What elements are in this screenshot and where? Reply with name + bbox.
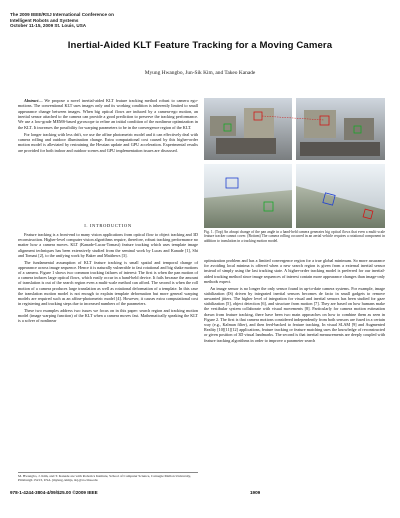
paragraph: optimization problem and has a limited convergence region for a true global minimum. So more assurance for avoiding local minima is offered when a new search region is given from a external inertial sensor instead of simply using the last tracking state. A higher-order tracking model is preferred for our inertial-aided tracking method since image sequences of interest contain more appearance changes than image-only methods expect. [204,258,385,284]
section-heading: I. INTRODUCTION [84,223,132,228]
abstract [18,98,198,154]
abstract-text-2: For longer tracking with less drift, we use the affine photometric model and it can effectively deal with camera rolling and outdoor illumination change. Extra computational cost caused by this higher-order motion model is alleviated by restraining the Hessian update and GPU acceleration. Experimental results are provided for both indoor and outdoor scenes and GPU implementation issues are discussed. [18,131,198,153]
conference-line-3: October 11-15, 2009 St. Louis, USA [10,23,87,29]
conference-line-1: The 2009 IEEE/RSJ International Conference on [10,12,114,17]
right-column-body [204,258,385,344]
figure-1 [204,98,385,230]
left-column-body [18,232,198,325]
paper-title: Inertial-Aided KLT Feature Tracking for a Moving Camera [67,40,333,51]
isbn-line: 978-1-4244-3804-4/09/$25.00 ©2009 IEEE [10,490,98,495]
conference-header [10,12,200,29]
conference-line-2: Intelligent Robots and Systems [10,17,79,23]
page-number: 1909 [250,490,261,495]
paragraph: The fundamental assumption of KLT feature tracking is small spatial and temporal change of appearance across image sequence. Hence it is naturally vulnerable to fast rotational and big shake motions of a camera. Figure 1 shows two common tracking failures of interest: The first is when the pan motion of a camera induces large optical flows, which easily occur in a hand-held device. It fails because the amount of translation is out of the search region even a multi-scale method can afford. The second is when the roll motion of a camera produces large translation as well as rotational deformation of a template. In this case the translation motion model is not enough to explain template deformation but more general warping models are required such as an affine-photometric model [4]. However, it causes extra computational cost in registering and tracking steps due to increased numbers of the parameters. [18,259,198,307]
abstract-text: — We propose a novel inertial-aided KLT feature tracking method robust to camera ego-motions. The conventional KLT uses images only and its working condition is inherently limited to small appearance change between images. When big optical flows are induced by a camera-ego motion, an inertial sensor attached to the camera can provide a good prediction to preserve the tracking performance. We use a low-grade MEMS-based gyroscope to refine an initial condition of the nonlinear optimization in the KLT. It increases the possibility for warping parameters to be in the convergence region of the KLT. [18,98,198,130]
page-footer [10,490,390,495]
footnote: M. Hwangbo, J. Kim, and T. Kanade are with Robotics Institute, School of Computer Science, Carnegie Mellon University, Pittsburgh 15213, USA {myung, kimjs, tk}@cs.cmu.edu [18,472,198,483]
author-list: Myung Hwangbo, Jun-Sik Kim, and Takeo Kanade [144,70,256,76]
paragraph: These two examples address two issues we focus on in this paper: search region and tracking motion model (image warping function) of the KLT when a camera moves fast. Mathematically speaking the KLT is a solver of nonlinear [18,307,198,324]
paragraph: Feature tracking is a front-end to many vision applications from optical flow to object tracking and 3D reconstruction. Higher-level computer vision algorithms require, therefore, robust tracking performance no matter how a camera moves. KLT (Kanade-Lucas-Tomasi) feature tracking which uses template image alignment techniques has been extensively studied from the seminal work by Lucas and Kanade [1], Shi and Tomasi [2], to the unifying work by Baker and Matthews [3]. [18,232,198,258]
abstract-label: Abstract [24,98,39,103]
figure-caption: Fig. 1. (Top) An abrupt change of the pan angle in a hand-held camera generates big optical flows that even a multi-scale feature tracker cannot cover. (Bottom) The camera rolling occurred in an aerial vehicle requires a rotational component in addition to translation in a tracking motion model. [204,230,385,243]
paragraph: An image sensor is no longer the only sensor found in up-to-date camera systems. For example, image stabilization (IS) driven by integrated inertial sensors becomes de facto in small gadgets to remove unwanted jitters. The higher level of integration for visual and inertial sensors has been studied for gaze stabilization [5], object detection [6], and structure from motion [7]. They are based on how humans make the vestibular system collaborate with visual movements [8]. Particularly for camera motion estimation drawn from feature tracking, there have been two main approaches on how to combine them as seen in Figure 2. The first is that camera motions considered independently from both sensors are fused in a certain way (e.g., Kalman filter), and then feed-backed to feature tracking. In visual SLAM [9] and Augmented Reality [10][11][12] applications, feature tracking or feature matching uses the knowledge of reconstructed or given position of 3D visual landmarks. The second is that inertial measurements are deeply coupled with feature tracking algorithms in order to improve a parameter search [204,285,385,343]
